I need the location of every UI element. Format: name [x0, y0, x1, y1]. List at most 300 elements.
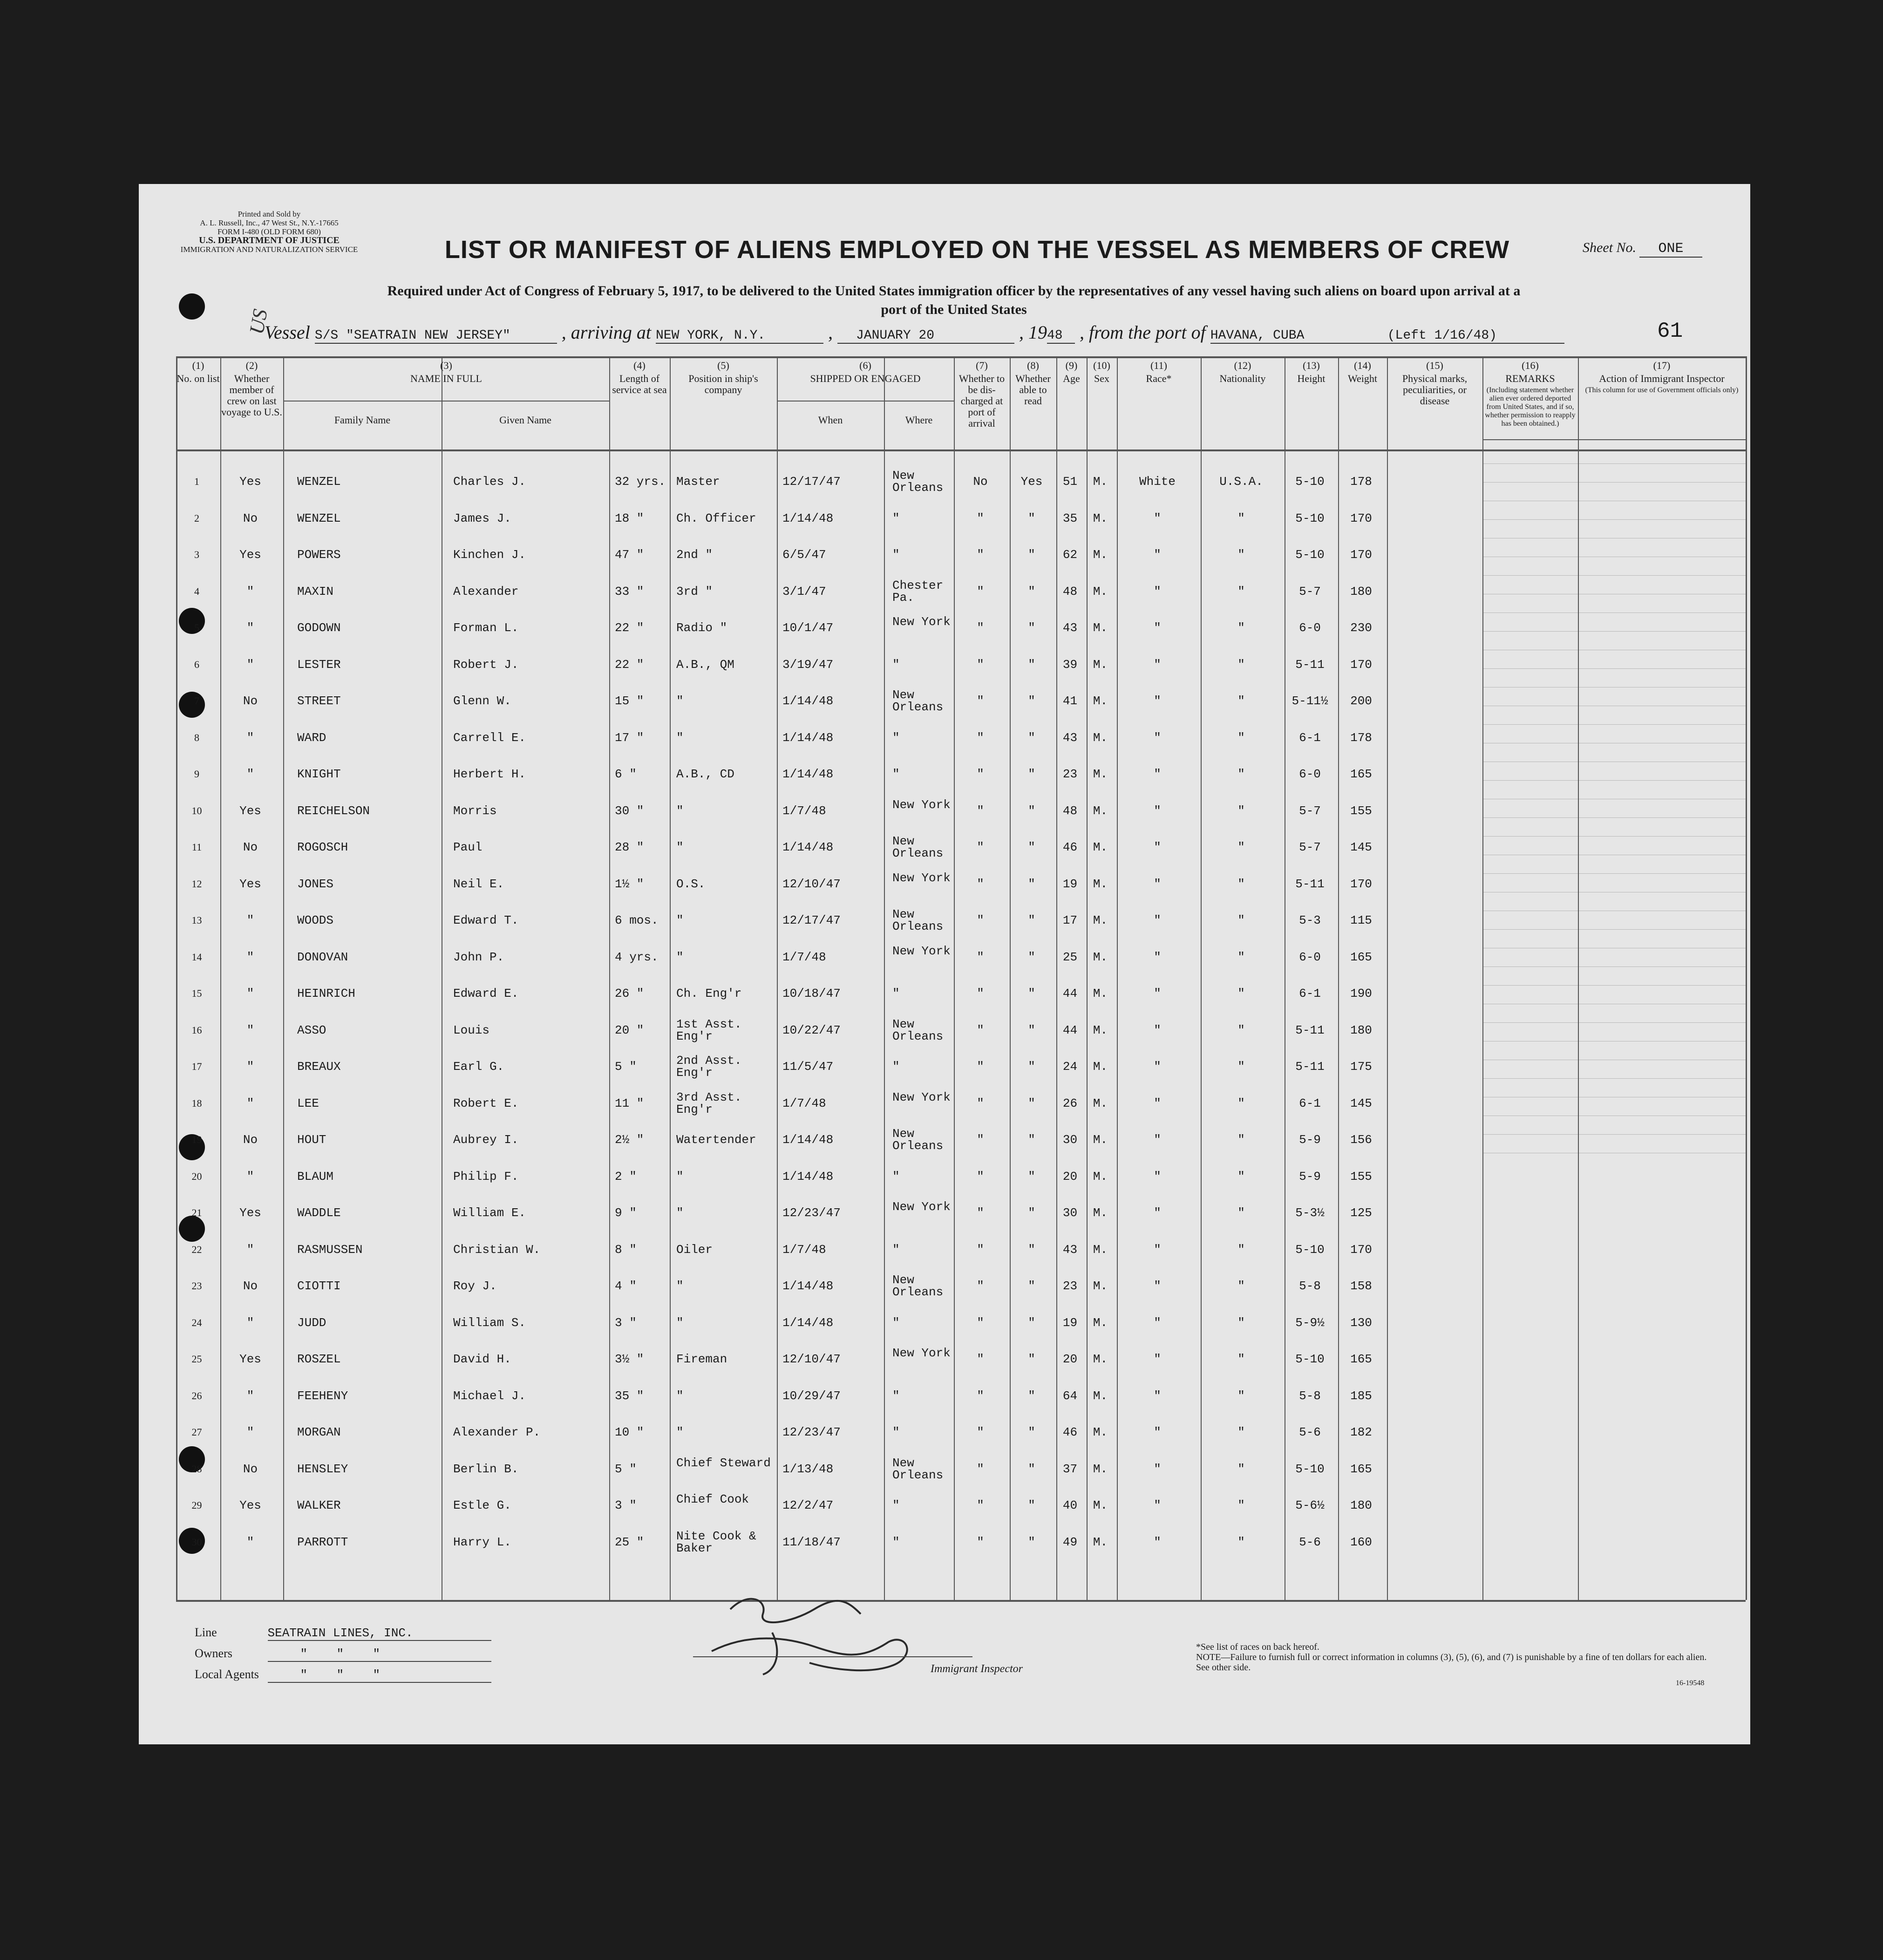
cell-position: " — [676, 840, 684, 855]
cell-weight: 178 — [1350, 475, 1372, 489]
cell-able-to-read: " — [1028, 1060, 1035, 1074]
cell-weight: 155 — [1350, 803, 1372, 818]
table-rule — [1482, 439, 1746, 440]
cell-no: 18 — [191, 1097, 202, 1109]
cell-shipped-where: " — [892, 511, 900, 525]
cell-age: 23 — [1062, 767, 1078, 782]
cell-discharged: " — [977, 1206, 984, 1220]
cell-no: 6 — [194, 658, 199, 670]
cell-shipped-when: 1/7/48 — [782, 950, 826, 964]
ledger-rule — [1482, 668, 1746, 669]
cell-nationality: " — [1237, 657, 1245, 672]
cell-no: 5 — [194, 622, 199, 634]
cell-shipped-where: " — [892, 1169, 900, 1184]
cell-height: 6-0 — [1299, 950, 1321, 964]
cell-shipped-when: 1/14/48 — [782, 840, 834, 855]
header-inspector-action-text: (17) — [1653, 360, 1671, 371]
cell-nationality: " — [1237, 1279, 1245, 1293]
line-value: SEATRAIN LINES, INC. — [268, 1626, 491, 1641]
cell-age: 19 — [1062, 877, 1078, 891]
cell-discharged: " — [977, 987, 984, 1001]
cell-discharged: " — [977, 584, 984, 599]
cell-shipped-where: " — [892, 657, 900, 672]
header-age-text: Age — [1063, 373, 1080, 384]
cell-length-of-service: 28 " — [615, 840, 644, 855]
vessel-line: Vessel S/S "SEATRAIN NEW JERSEY" , arriving at NEW YORK, N.Y. , JANUARY 20 , 1948 , from the port of HAVANA, CUBA (Left 1/16/48) — [185, 321, 1732, 344]
cell-discharged: " — [977, 877, 984, 891]
ledger-rule — [1482, 1078, 1746, 1079]
cell-race: " — [1154, 1462, 1161, 1476]
cell-able-to-read: " — [1028, 1535, 1035, 1549]
header-remarks-text: (16) — [1522, 360, 1539, 371]
cell-height: 5-11 — [1295, 877, 1325, 891]
cell-length-of-service: 30 " — [615, 803, 644, 818]
cell-nationality: " — [1237, 730, 1245, 745]
cell-age: 20 — [1062, 1169, 1078, 1184]
header-when-text: When — [818, 414, 843, 426]
header-name-in-full-text: (3) — [440, 360, 452, 371]
header-where — [884, 415, 954, 426]
ledger-rule — [1482, 482, 1746, 483]
cell-weight: 170 — [1350, 1242, 1372, 1257]
cell-age: 64 — [1062, 1388, 1078, 1403]
header-sex — [1087, 360, 1117, 384]
cell-height: 5-9½ — [1295, 1315, 1325, 1330]
cell-given-name: Edward E. — [453, 987, 519, 1001]
cell-family-name: MAXIN — [297, 584, 334, 599]
cell-no: 3 — [194, 549, 199, 561]
cell-shipped-when: 1/14/48 — [782, 1133, 834, 1147]
header-inspector-action-text: (This column for use of Government officials only) — [1585, 386, 1739, 394]
header-length-of-service — [609, 360, 670, 395]
header-given-name-text: Given Name — [499, 414, 551, 426]
cell-race: " — [1154, 1425, 1161, 1440]
cell-family-name: RASMUSSEN — [297, 1242, 363, 1257]
cell-sex: M. — [1093, 548, 1108, 562]
cell-nationality: " — [1237, 767, 1245, 782]
cell-shipped-where: New York — [892, 944, 951, 958]
cell-sex: M. — [1093, 1498, 1108, 1513]
cell-length-of-service: 22 " — [615, 621, 644, 635]
cell-no: 8 — [194, 731, 199, 743]
arriving-label: , arriving at — [561, 322, 651, 343]
cell-nationality: " — [1237, 584, 1245, 599]
header-no-on-list-text: No. on list — [177, 373, 220, 384]
cell-sex: M. — [1093, 1133, 1108, 1147]
cell-discharged: " — [977, 1096, 984, 1110]
cell-nationality: " — [1237, 1133, 1245, 1147]
cell-given-name: Neil E. — [453, 877, 504, 891]
header-race — [1117, 360, 1201, 384]
footer-agents — [195, 1667, 491, 1683]
owners-label: Owners — [195, 1647, 232, 1660]
cell-shipped-when: 1/7/48 — [782, 1096, 826, 1110]
cell-position: 2nd " — [676, 548, 713, 562]
cell-last-voyage: " — [246, 1169, 254, 1184]
cell-race: " — [1154, 1498, 1161, 1513]
cell-age: 41 — [1062, 694, 1078, 708]
cell-age: 62 — [1062, 548, 1078, 562]
cell-length-of-service: 6 mos. — [615, 913, 659, 928]
cell-given-name: Robert E. — [453, 1096, 519, 1110]
cell-position: 1st Asst. Eng'r — [676, 1017, 742, 1043]
cell-family-name: HEINRICH — [297, 987, 355, 1001]
cell-position: " — [676, 913, 684, 928]
header-name-in-full-text: NAME IN FULL — [410, 373, 482, 384]
cell-race: " — [1154, 730, 1161, 745]
table-column-rule — [1338, 356, 1339, 1600]
cell-last-voyage: " — [246, 950, 254, 964]
cell-height: 5-8 — [1299, 1388, 1321, 1403]
cell-last-voyage: Yes — [239, 1498, 261, 1513]
cell-height: 5-11 — [1295, 1023, 1325, 1037]
table-column-rule — [1746, 356, 1747, 1600]
cell-discharged: " — [977, 1462, 984, 1476]
cell-shipped-where: New Orleans — [892, 834, 944, 861]
cell-last-voyage: " — [246, 584, 254, 599]
cell-given-name: Louis — [453, 1023, 490, 1037]
cell-nationality: " — [1237, 1498, 1245, 1513]
cell-discharged: " — [977, 730, 984, 745]
cell-weight: 185 — [1350, 1388, 1372, 1403]
cell-shipped-when: 12/10/47 — [782, 1352, 841, 1367]
cell-position: " — [676, 1388, 684, 1403]
cell-race: " — [1154, 511, 1161, 525]
header-weight — [1338, 360, 1387, 384]
cell-last-voyage: No — [243, 840, 258, 855]
arrival-year: 48 — [1047, 328, 1075, 344]
cell-family-name: DONOVAN — [297, 950, 348, 964]
cell-nationality: " — [1237, 1242, 1245, 1257]
cell-length-of-service: 5 " — [615, 1462, 637, 1476]
cell-no: 11 — [191, 841, 202, 853]
cell-no: 9 — [194, 768, 199, 780]
cell-shipped-where: New York — [892, 797, 951, 812]
cell-weight: 170 — [1350, 877, 1372, 891]
header-sex-text: (10) — [1093, 360, 1110, 371]
cell-sex: M. — [1093, 1352, 1108, 1367]
cell-family-name: BREAUX — [297, 1060, 341, 1074]
cell-length-of-service: 4 yrs. — [615, 950, 659, 964]
cell-given-name: Earl G. — [453, 1060, 504, 1074]
ledger-rule — [1482, 1022, 1746, 1023]
cell-no: 24 — [191, 1316, 202, 1328]
cell-position: " — [676, 950, 684, 964]
header-shipped-engaged-text: SHIPPED OR ENGAGED — [810, 373, 921, 384]
cell-able-to-read: " — [1028, 548, 1035, 562]
table-column-rule — [609, 356, 610, 1600]
cell-age: 35 — [1062, 511, 1078, 525]
cell-sex: M. — [1093, 987, 1108, 1001]
cell-height: 6-1 — [1299, 730, 1321, 745]
cell-shipped-when: 1/14/48 — [782, 730, 834, 745]
cell-able-to-read: " — [1028, 1315, 1035, 1330]
cell-given-name: David H. — [453, 1352, 511, 1367]
cell-sex: M. — [1093, 767, 1108, 782]
cell-sex: M. — [1093, 1060, 1108, 1074]
cell-weight: 155 — [1350, 1169, 1372, 1184]
cell-position: " — [676, 694, 684, 708]
header-no-on-list — [176, 360, 220, 384]
cell-shipped-where: " — [892, 1060, 900, 1074]
cell-height: 5-11½ — [1292, 694, 1328, 708]
ledger-rule — [1482, 724, 1746, 725]
cell-sex: M. — [1093, 657, 1108, 672]
cell-discharged: " — [977, 548, 984, 562]
table-column-rule — [1087, 356, 1088, 1600]
cell-length-of-service: 2½ " — [615, 1133, 644, 1147]
cell-sex: M. — [1093, 1462, 1108, 1476]
cell-last-voyage: " — [246, 1388, 254, 1403]
document-title: LIST OR MANIFEST OF ALIENS EMPLOYED ON THE VESSEL AS MEMBERS OF CREW — [444, 236, 1510, 264]
cell-nationality: " — [1237, 1169, 1245, 1184]
cell-length-of-service: 3 " — [615, 1498, 637, 1513]
cell-no: 19 — [191, 1134, 202, 1146]
header-given-name — [442, 415, 609, 426]
cell-weight: 158 — [1350, 1279, 1372, 1293]
cell-shipped-where: " — [892, 1242, 900, 1257]
cell-race: " — [1154, 1023, 1161, 1037]
cell-sex: M. — [1093, 1535, 1108, 1549]
cell-nationality: " — [1237, 1535, 1245, 1549]
cell-race: " — [1154, 1096, 1161, 1110]
cell-age: 19 — [1062, 1315, 1078, 1330]
cell-nationality: " — [1237, 803, 1245, 818]
cell-shipped-where: " — [892, 1388, 900, 1403]
printer-line: U.S. DEPARTMENT OF JUSTICE — [199, 235, 340, 245]
cell-no: 30 — [191, 1536, 202, 1548]
cell-shipped-where: New York — [892, 1346, 951, 1361]
header-remarks — [1482, 360, 1578, 428]
punch-hole — [179, 293, 205, 320]
cell-shipped-when: 11/18/47 — [782, 1535, 841, 1549]
header-height-text: (13) — [1303, 360, 1320, 371]
table-rule — [176, 449, 1746, 451]
cell-discharged: " — [977, 1023, 984, 1037]
cell-race: " — [1154, 1060, 1161, 1074]
cell-discharged: " — [977, 1498, 984, 1513]
cell-no: 15 — [191, 987, 202, 1000]
inspector-label: Immigrant Inspector — [931, 1663, 1023, 1675]
cell-length-of-service: 4 " — [615, 1279, 637, 1293]
header-race-text: (11) — [1150, 360, 1167, 371]
cell-given-name: Robert J. — [453, 657, 519, 672]
ledger-rule — [1482, 612, 1746, 613]
header-age-text: (9) — [1065, 360, 1078, 371]
cell-no: 7 — [194, 695, 199, 707]
cell-family-name: JUDD — [297, 1315, 326, 1330]
cell-no: 27 — [191, 1426, 202, 1438]
cell-shipped-when: 10/29/47 — [782, 1388, 841, 1403]
cell-height: 5-7 — [1299, 803, 1321, 818]
header-discharged-text: (7) — [976, 360, 988, 371]
cell-last-voyage: Yes — [239, 548, 261, 562]
cell-length-of-service: 47 " — [615, 548, 644, 562]
note-races: *See list of races on back hereof. — [1196, 1642, 1319, 1652]
cell-weight: 115 — [1350, 913, 1372, 928]
header-position-text: Position in ship's company — [688, 373, 758, 395]
arrival-date: JANUARY 20 — [837, 328, 1014, 344]
cell-shipped-when: 1/14/48 — [782, 767, 834, 782]
cell-age: 48 — [1062, 584, 1078, 599]
cell-no: 16 — [191, 1024, 202, 1036]
cell-shipped-when: 6/5/47 — [782, 548, 826, 562]
cell-nationality: " — [1237, 511, 1245, 525]
cell-sex: M. — [1093, 950, 1108, 964]
subtitle-line-1: Required under Act of Congress of February 5, 1917, to be delivered to the United States immigration officer by the representatives of any vessel having such aliens on board upon arrival at a — [387, 283, 1521, 299]
cell-race: " — [1154, 840, 1161, 855]
cell-position: Ch. Officer — [676, 511, 756, 525]
cell-no: 10 — [191, 804, 202, 817]
cell-last-voyage: No — [243, 1279, 258, 1293]
cell-last-voyage: Yes — [239, 1352, 261, 1367]
ledger-rule — [1482, 966, 1746, 967]
year-prefix: , 19 — [1019, 322, 1047, 343]
table-column-rule — [1387, 356, 1388, 1600]
cell-given-name: Herbert H. — [453, 767, 526, 782]
cell-position: Ch. Eng'r — [676, 987, 742, 1001]
cell-race: " — [1154, 1352, 1161, 1367]
cell-race: " — [1154, 913, 1161, 928]
table-column-rule — [220, 356, 221, 1600]
cell-position: " — [676, 1169, 684, 1184]
cell-position: " — [676, 1425, 684, 1440]
header-height-text: Height — [1297, 373, 1326, 384]
cell-length-of-service: 2 " — [615, 1169, 637, 1184]
cell-last-voyage: " — [246, 621, 254, 635]
cell-able-to-read: " — [1028, 1498, 1035, 1513]
sheet-label: Sheet No. — [1583, 240, 1636, 255]
cell-sex: M. — [1093, 1279, 1108, 1293]
table-column-rule — [1117, 356, 1118, 1600]
cell-nationality: " — [1237, 913, 1245, 928]
cell-given-name: William S. — [453, 1315, 526, 1330]
cell-race: " — [1154, 548, 1161, 562]
cell-shipped-when: 12/17/47 — [782, 475, 841, 489]
cell-family-name: MORGAN — [297, 1425, 341, 1440]
cell-discharged: " — [977, 1388, 984, 1403]
cell-weight: 145 — [1350, 840, 1372, 855]
cell-age: 46 — [1062, 1425, 1078, 1440]
crew-table — [176, 356, 1746, 1614]
table-column-rule — [1056, 356, 1057, 1600]
cell-no: 21 — [191, 1207, 202, 1219]
cell-sex: M. — [1093, 1206, 1108, 1220]
cell-race: " — [1154, 1388, 1161, 1403]
cell-shipped-where: New Orleans — [892, 469, 944, 495]
agents-value: " " " — [268, 1668, 491, 1683]
cell-height: 5-10 — [1295, 548, 1325, 562]
cell-nationality: " — [1237, 548, 1245, 562]
cell-nationality: " — [1237, 1023, 1245, 1037]
cell-weight: 165 — [1350, 950, 1372, 964]
cell-age: 26 — [1062, 1096, 1078, 1110]
header-shipped-engaged — [777, 360, 954, 384]
cell-sex: M. — [1093, 1425, 1108, 1440]
cell-discharged: " — [977, 1169, 984, 1184]
header-where-text: Where — [905, 414, 933, 426]
cell-shipped-when: 12/2/47 — [782, 1498, 834, 1513]
cell-shipped-where: New Orleans — [892, 1017, 944, 1043]
cell-race: " — [1154, 1133, 1161, 1147]
cell-discharged: " — [977, 1352, 984, 1367]
cell-no: 22 — [191, 1243, 202, 1255]
header-length-of-service-text: (4) — [633, 360, 646, 371]
cell-able-to-read: " — [1028, 584, 1035, 599]
header-name-in-full — [283, 360, 609, 384]
cell-age: 48 — [1062, 803, 1078, 818]
cell-position: Chief Steward — [676, 1456, 771, 1470]
cell-sex: M. — [1093, 877, 1108, 891]
cell-able-to-read: " — [1028, 913, 1035, 928]
cell-shipped-when: 12/23/47 — [782, 1425, 841, 1440]
cell-discharged: " — [977, 913, 984, 928]
table-column-rule — [1010, 356, 1011, 1600]
cell-weight: 170 — [1350, 511, 1372, 525]
header-inspector-action — [1578, 360, 1746, 395]
cell-age: 37 — [1062, 1462, 1078, 1476]
subtitle-line-2: port of the United States — [881, 302, 1027, 317]
cell-shipped-when: 10/1/47 — [782, 621, 834, 635]
header-remarks-text: (Including statement whether alien ever ordered deported from United States, and if so, whether permission to reapply has been obtained.) — [1485, 386, 1576, 428]
cell-family-name: WALKER — [297, 1498, 341, 1513]
cell-length-of-service: 5 " — [615, 1060, 637, 1074]
cell-race: " — [1154, 1535, 1161, 1549]
cell-discharged: " — [977, 840, 984, 855]
form-number: 16-19548 — [1676, 1679, 1705, 1687]
cell-given-name: Philip F. — [453, 1169, 519, 1184]
cell-height: 6-1 — [1299, 987, 1321, 1001]
header-discharged-text: Whether to be dis- charged at port of arrival — [958, 373, 1005, 429]
cell-position: 3rd " — [676, 584, 713, 599]
printer-imprint — [148, 210, 390, 254]
cell-race: " — [1154, 987, 1161, 1001]
cell-position: Oiler — [676, 1242, 713, 1257]
cell-discharged: " — [977, 1315, 984, 1330]
cell-weight: 200 — [1350, 694, 1372, 708]
cell-length-of-service: 25 " — [615, 1535, 644, 1549]
sheet-value: ONE — [1639, 241, 1702, 258]
cell-shipped-where: " — [892, 730, 900, 745]
cell-shipped-when: 11/5/47 — [782, 1060, 834, 1074]
cell-no: 20 — [191, 1170, 202, 1182]
cell-nationality: " — [1237, 694, 1245, 708]
cell-weight: 160 — [1350, 1535, 1372, 1549]
cell-race: " — [1154, 694, 1161, 708]
cell-age: 30 — [1062, 1206, 1078, 1220]
cell-discharged: " — [977, 1535, 984, 1549]
page-number: 61 — [1657, 319, 1683, 343]
footer-note — [1196, 1642, 1708, 1673]
cell-last-voyage: No — [243, 694, 258, 708]
cell-given-name: Aubrey I. — [453, 1133, 519, 1147]
cell-family-name: POWERS — [297, 548, 341, 562]
cell-no: 4 — [194, 585, 199, 597]
cell-weight: 165 — [1350, 1462, 1372, 1476]
cell-shipped-where: New Orleans — [892, 907, 944, 934]
cell-position: " — [676, 803, 684, 818]
footer-owners — [195, 1647, 491, 1662]
cell-family-name: GODOWN — [297, 621, 341, 635]
manifest-sheet — [139, 184, 1750, 1744]
cell-sex: M. — [1093, 694, 1108, 708]
ledger-rule — [1482, 929, 1746, 930]
cell-last-voyage: No — [243, 511, 258, 525]
cell-family-name: FEEHENY — [297, 1388, 348, 1403]
table-column-rule — [1482, 356, 1483, 1600]
cell-last-voyage: Yes — [239, 803, 261, 818]
cell-given-name: Roy J. — [453, 1279, 497, 1293]
